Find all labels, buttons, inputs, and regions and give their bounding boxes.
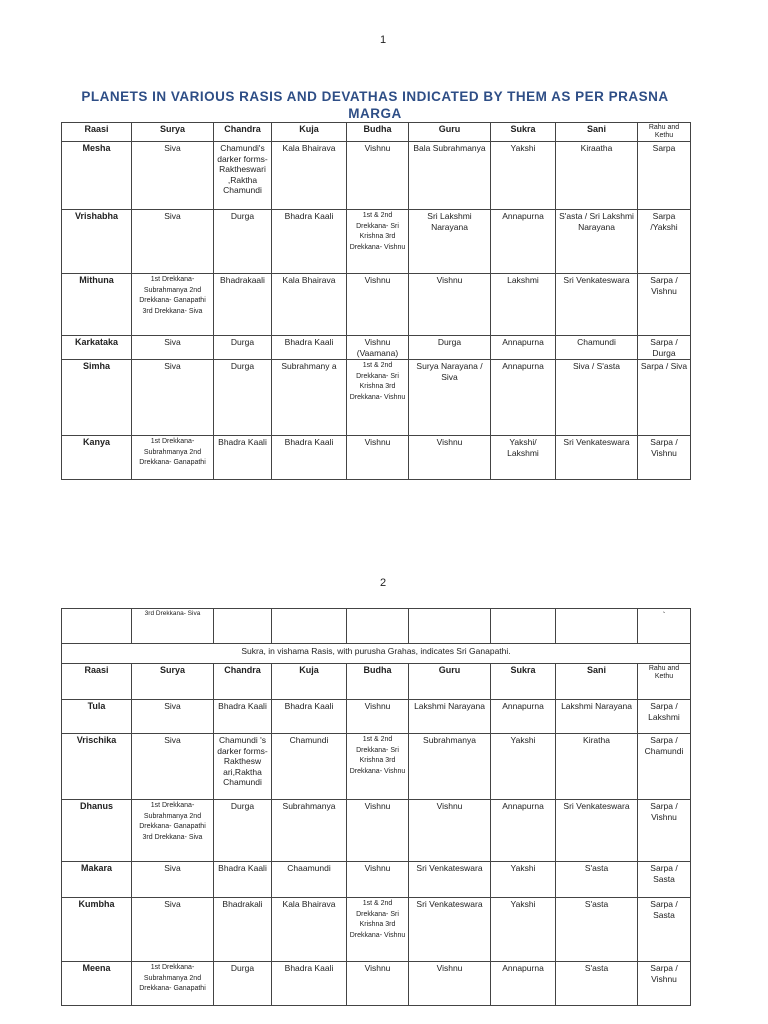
cell-raasi: Meena	[62, 962, 132, 1006]
table-row	[62, 142, 691, 210]
cell-guru: Vishnu	[409, 962, 491, 1006]
column-header-surya: Surya	[132, 123, 214, 142]
cell-surya: 3rd Drekkana- Siva	[132, 609, 214, 644]
cell-raasi: Dhanus	[62, 800, 132, 862]
column-header-budha: Budha	[347, 123, 409, 142]
cell-chandra: Durga	[214, 336, 272, 360]
cell-kuja: Kala Bhairava	[272, 142, 347, 210]
cell-chandra: Bhadra Kaali	[214, 862, 272, 898]
cell-sukra: Yakshi	[491, 862, 556, 898]
planet-devatha-table-page2	[61, 608, 691, 1006]
cell-budha: 1st & 2nd Drekkana- Sri Krishna 3rd Drekkana- Vishnu	[347, 898, 409, 962]
cell-chandra: Durga	[214, 210, 272, 274]
cell-sukra: Yakshi	[491, 898, 556, 962]
column-header-sukra: Sukra	[491, 123, 556, 142]
cell-sani: Sri Venkateswara	[556, 274, 638, 336]
cell-kuja: Chaamundi	[272, 862, 347, 898]
table-row	[62, 436, 691, 480]
cell-empty	[62, 609, 132, 644]
cell-guru: Vishnu	[409, 274, 491, 336]
cell-chandra: Durga	[214, 800, 272, 862]
cell-kuja: Bhadra Kaali	[272, 210, 347, 274]
table-row	[62, 862, 691, 898]
cell-guru: Sri Venkateswara	[409, 862, 491, 898]
cell-budha: Vishnu	[347, 274, 409, 336]
cell-guru: Vishnu	[409, 436, 491, 480]
cell-sani: Kiratha	[556, 734, 638, 800]
cell-surya: 1st Drekkana- Subrahmanya 2nd Drekkana- Ganapathi 3rd Drekkana- Siva	[132, 274, 214, 336]
cell-budha: Vishnu	[347, 142, 409, 210]
cell-raasi: Kumbha	[62, 898, 132, 962]
cell-rahu: Sarpa / Lakshmi	[638, 700, 691, 734]
cell-empty	[409, 609, 491, 644]
cell-sani: S'asta	[556, 898, 638, 962]
cell-budha: Vishnu	[347, 962, 409, 1006]
cell-chandra: Bhadrakali	[214, 898, 272, 962]
cell-raasi: Simha	[62, 360, 132, 436]
cell-sukra: Yakshi/ Lakshmi	[491, 436, 556, 480]
column-header-sani: Sani	[556, 664, 638, 700]
cell-sani: S'asta	[556, 962, 638, 1006]
cell-raasi: Makara	[62, 862, 132, 898]
cell-budha: 1st & 2nd Drekkana- Sri Krishna 3rd Drekkana- Vishnu	[347, 210, 409, 274]
cell-sukra: Annapurna	[491, 336, 556, 360]
sukra-note: Sukra, in vishama Rasis, with purusha Grahas, indicates Sri Ganapathi.	[62, 644, 691, 664]
cell-surya: Siva	[132, 700, 214, 734]
cell-sukra: Annapurna	[491, 962, 556, 1006]
cell-rahu: Sarpa	[638, 142, 691, 210]
cell-sani: S'asta	[556, 862, 638, 898]
planet-devatha-table-page1	[61, 122, 691, 480]
cell-surya: Siva	[132, 734, 214, 800]
cell-kuja: Bhadra Kaali	[272, 700, 347, 734]
cell-empty	[347, 609, 409, 644]
column-header-raasi: Raasi	[62, 123, 132, 142]
cell-rahu: Sarpa / Vishnu	[638, 274, 691, 336]
column-header-sukra: Sukra	[491, 664, 556, 700]
cell-rahu: Sarpa / Siva	[638, 360, 691, 436]
cell-rahu: Sarpa / Durga	[638, 336, 691, 360]
cell-chandra: Bhadra Kaali	[214, 700, 272, 734]
cell-empty	[272, 609, 347, 644]
document-title: PLANETS IN VARIOUS RASIS AND DEVATHAS INDICATED BY THEM AS PER PRASNA MARGA	[81, 89, 669, 121]
cell-empty	[556, 609, 638, 644]
cell-kuja: Bhadra Kaali	[272, 962, 347, 1006]
cell-chandra: Chamundi 's darker forms- Rakthesw ari,Raktha Chamundi	[214, 734, 272, 800]
cell-surya: 1st Drekkana- Subrahmanya 2nd Drekkana- Ganapathi	[132, 436, 214, 480]
cell-budha: Vishnu	[347, 862, 409, 898]
cell-sukra: Annapurna	[491, 360, 556, 436]
cell-rahu: Sarpa / Vishnu	[638, 436, 691, 480]
page-number: 1	[380, 34, 387, 46]
cell-surya: Siva	[132, 862, 214, 898]
column-header-raasi: Raasi	[62, 664, 132, 700]
table-row	[62, 800, 691, 862]
header-row	[62, 123, 691, 142]
cell-rahu: Sarpa / Sasta	[638, 862, 691, 898]
cell-sukra: Annapurna	[491, 210, 556, 274]
column-header-kuja: Kuja	[272, 123, 347, 142]
cell-kuja: Bhadra Kaali	[272, 436, 347, 480]
cell-sani: Kiraatha	[556, 142, 638, 210]
column-header-rahu: Rahu and Kethu	[638, 123, 691, 142]
cell-sukra: Annapurna	[491, 800, 556, 862]
cell-kuja: Kala Bhairava	[272, 274, 347, 336]
cell-budha: Vishnu (Vaamana)	[347, 336, 409, 360]
cell-sukra: Lakshmi	[491, 274, 556, 336]
table-row	[62, 700, 691, 734]
cell-guru: Vishnu	[409, 800, 491, 862]
cell-rahu: Sarpa / Vishnu	[638, 962, 691, 1006]
cell-guru: Lakshmi Narayana	[409, 700, 491, 734]
cell-empty	[491, 609, 556, 644]
cell-sani: Lakshmi Narayana	[556, 700, 638, 734]
cell-raasi: Karkataka	[62, 336, 132, 360]
cell-raasi: Tula	[62, 700, 132, 734]
header-row	[62, 664, 691, 700]
table-row	[62, 898, 691, 962]
cell-guru: Surya Narayana / Siva	[409, 360, 491, 436]
column-header-guru: Guru	[409, 123, 491, 142]
column-header-sani: Sani	[556, 123, 638, 142]
cell-sani: Sri Venkateswara	[556, 436, 638, 480]
cell-rahu: Sarpa / Vishnu	[638, 800, 691, 862]
cell-surya: Siva	[132, 142, 214, 210]
cell-guru: Subrahmanya	[409, 734, 491, 800]
cell-guru: Sri Lakshmi Narayana	[409, 210, 491, 274]
cell-rahu: Sarpa / Sasta	[638, 898, 691, 962]
cell-surya: Siva	[132, 898, 214, 962]
page-number: 2	[380, 577, 387, 589]
cell-budha: Vishnu	[347, 436, 409, 480]
cell-budha: 1st & 2nd Drekkana- Sri Krishna 3rd Drekkana- Vishnu	[347, 360, 409, 436]
cell-surya: Siva	[132, 360, 214, 436]
cell-kuja: Kala Bhairava	[272, 898, 347, 962]
cell-budha: Vishnu	[347, 700, 409, 734]
cell-raasi: Vrischika	[62, 734, 132, 800]
column-header-guru: Guru	[409, 664, 491, 700]
cell-kuja: Subrahmany a	[272, 360, 347, 436]
cell-guru: Bala Subrahmanya	[409, 142, 491, 210]
cell-kuja: Subrahmanya	[272, 800, 347, 862]
table-row	[62, 274, 691, 336]
cell-chandra: Durga	[214, 360, 272, 436]
table-row	[62, 210, 691, 274]
table-row	[62, 962, 691, 1006]
cell-sani: S'asta / Sri Lakshmi Narayana	[556, 210, 638, 274]
cell-chandra: Durga	[214, 962, 272, 1006]
cell-chandra: Bhadrakaali	[214, 274, 272, 336]
column-header-chandra: Chandra	[214, 664, 272, 700]
cell-empty	[214, 609, 272, 644]
cell-chandra: Chamundi's darker forms- Raktheswari ,Raktha Chamundi	[214, 142, 272, 210]
cell-raasi: Mithuna	[62, 274, 132, 336]
column-header-rahu: Rahu and Kethu	[638, 664, 691, 700]
cell-surya: 1st Drekkana- Subrahmanya 2nd Drekkana- Ganapathi 3rd Drekkana- Siva	[132, 800, 214, 862]
cell-rahu: Sarpa /Yakshi	[638, 210, 691, 274]
note-row	[62, 644, 691, 664]
cell-kuja: Bhadra Kaali	[272, 336, 347, 360]
cell-sani: Chamundi	[556, 336, 638, 360]
table-row	[62, 336, 691, 360]
column-header-kuja: Kuja	[272, 664, 347, 700]
cell-sukra: Yakshi	[491, 734, 556, 800]
carry-over-row	[62, 609, 691, 644]
cell-guru: Durga	[409, 336, 491, 360]
table-row	[62, 734, 691, 800]
cell-raasi: Kanya	[62, 436, 132, 480]
cell-sani: Sri Venkateswara	[556, 800, 638, 862]
cell-chandra: Bhadra Kaali	[214, 436, 272, 480]
cell-surya: Siva	[132, 210, 214, 274]
cell-raasi: Vrishabha	[62, 210, 132, 274]
cell-surya: 1st Drekkana- Subrahmanya 2nd Drekkana- Ganapathi	[132, 962, 214, 1006]
cell-surya: Siva	[132, 336, 214, 360]
cell-sukra: Yakshi	[491, 142, 556, 210]
cell-kuja: Chamundi	[272, 734, 347, 800]
cell-sukra: Annapurna	[491, 700, 556, 734]
cell-rahu: `	[638, 609, 691, 644]
table-row	[62, 360, 691, 436]
column-header-surya: Surya	[132, 664, 214, 700]
column-header-chandra: Chandra	[214, 123, 272, 142]
cell-guru: Sri Venkateswara	[409, 898, 491, 962]
cell-raasi: Mesha	[62, 142, 132, 210]
column-header-budha: Budha	[347, 664, 409, 700]
cell-budha: 1st & 2nd Drekkana- Sri Krishna 3rd Drekkana- Vishnu	[347, 734, 409, 800]
cell-sani: Siva / S'asta	[556, 360, 638, 436]
cell-rahu: Sarpa / Chamundi	[638, 734, 691, 800]
cell-budha: Vishnu	[347, 800, 409, 862]
